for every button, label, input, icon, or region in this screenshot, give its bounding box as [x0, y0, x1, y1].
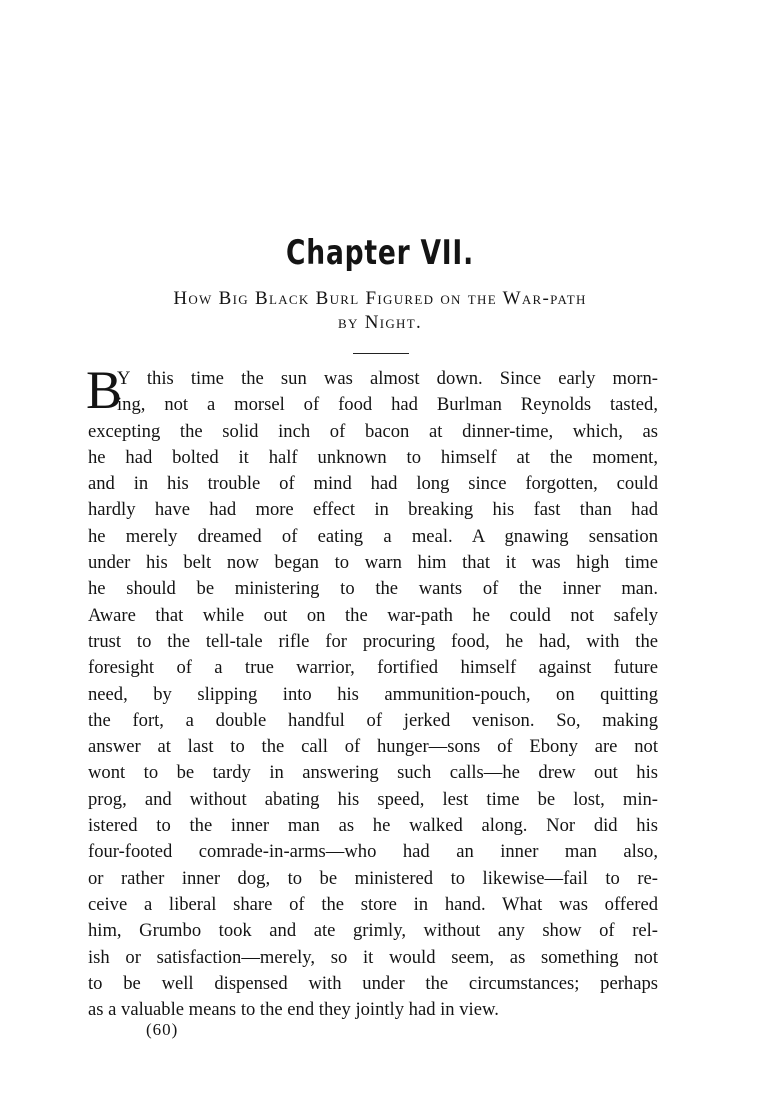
body-line: foresight of a true warrior, fortified himself against future: [88, 657, 658, 679]
body-line: prog, and without abating his speed, lest time be lost, min-: [88, 788, 658, 810]
drop-cap: B: [86, 360, 123, 420]
body-line: excepting the solid inch of bacon at dinner-time, which, as: [88, 420, 658, 442]
body-line: answer at last to the call of hunger—sons of Ebony are not: [88, 736, 658, 758]
body-line: to be well dispensed with under the circumstances; perhaps: [88, 972, 658, 994]
body-line: he had bolted it half unknown to himself at the moment,: [88, 446, 658, 468]
chapter-subtitle-line-1: How Big Black Burl Figured on the War-path: [173, 288, 587, 309]
chapter-body: [88, 366, 658, 1023]
body-line: four-footed comrade-in-arms—who had an inner man also,: [88, 841, 658, 863]
body-line: he should be ministering to the wants of the inner man.: [88, 578, 658, 600]
body-line: istered to the inner man as he walked along. Nor did his: [88, 815, 658, 837]
body-line: wont to be tardy in answering such calls—he drew out his: [88, 762, 658, 784]
page-number: (60): [146, 1020, 179, 1039]
chapter-title: Chapter VII.: [286, 233, 474, 273]
section-divider: [353, 353, 409, 354]
body-line: need, by slipping into his ammunition-pouch, on quitting: [88, 683, 658, 705]
body-line: Y this time the sun was almost down. Since early morn-: [117, 368, 658, 389]
body-line: hardly have had more effect in breaking his fast than had: [88, 499, 658, 521]
body-line: and in his trouble of mind had long since forgotten, could: [88, 473, 658, 495]
body-line: him, Grumbo took and ate grimly, without any show of rel-: [88, 920, 658, 942]
body-line: or rather inner dog, to be ministered to likewise—fail to re-: [88, 867, 658, 889]
body-line: ing, not a morsel of food had Burlman Reynolds tasted,: [117, 394, 658, 416]
body-line: the fort, a double handful of jerked venison. So, making: [88, 709, 658, 731]
body-line: under his belt now began to warn him that it was high time: [88, 552, 658, 574]
body-line: he merely dreamed of eating a meal. A gnawing sensation: [88, 525, 658, 547]
chapter-subtitle-line-2: by Night.: [337, 312, 423, 333]
body-line: trust to the tell-tale rifle for procuring food, he had, with the: [88, 630, 658, 652]
body-line: as a valuable means to the end they jointly had in view.: [88, 999, 499, 1021]
body-line: ceive a liberal share of the store in hand. What was offered: [88, 893, 658, 915]
body-line: Aware that while out on the war-path he could not safely: [88, 604, 658, 626]
body-line: ish or satisfaction—merely, so it would seem, as something not: [88, 946, 658, 968]
